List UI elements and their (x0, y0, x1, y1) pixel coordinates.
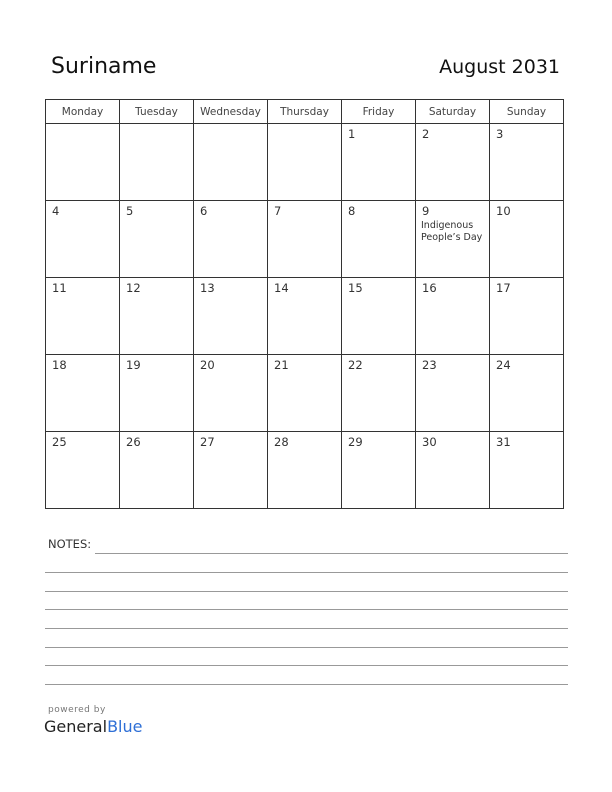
notes-label: NOTES: (48, 537, 92, 551)
day-number: 7 (274, 204, 282, 218)
day-number: 15 (348, 281, 363, 295)
day-number: 16 (422, 281, 437, 295)
day-number: 3 (496, 127, 504, 141)
day-cell (490, 124, 564, 201)
empty-day-cell (46, 124, 120, 201)
day-cell (416, 124, 490, 201)
empty-day-cell (120, 124, 194, 201)
country-title: Suriname (51, 54, 157, 79)
weekday-header-row (46, 100, 564, 124)
weekday-sunday: Sunday (490, 100, 564, 124)
day-cell (46, 201, 120, 278)
day-cell (416, 432, 490, 509)
day-cell (46, 278, 120, 355)
day-cell (46, 355, 120, 432)
day-number: 13 (200, 281, 215, 295)
day-number: 1 (348, 127, 356, 141)
day-number: 21 (274, 358, 289, 372)
week-row (46, 355, 564, 432)
day-number: 28 (274, 435, 289, 449)
day-cell (46, 432, 120, 509)
day-cell (490, 432, 564, 509)
day-cell (342, 201, 416, 278)
day-number: 30 (422, 435, 437, 449)
empty-day-cell (194, 124, 268, 201)
day-cell (342, 355, 416, 432)
day-number: 24 (496, 358, 511, 372)
week-row (46, 124, 564, 201)
day-number: 5 (126, 204, 134, 218)
day-number: 23 (422, 358, 437, 372)
day-cell (120, 355, 194, 432)
day-number: 19 (126, 358, 141, 372)
note-line (45, 591, 568, 592)
day-cell (416, 201, 490, 278)
day-number: 4 (52, 204, 60, 218)
day-cell (194, 201, 268, 278)
logo-blue: Blue (107, 717, 143, 736)
day-cell (268, 278, 342, 355)
day-cell (194, 355, 268, 432)
day-cell (490, 201, 564, 278)
week-row (46, 432, 564, 509)
day-number: 6 (200, 204, 208, 218)
day-number: 22 (348, 358, 363, 372)
day-cell (194, 278, 268, 355)
day-number: 25 (52, 435, 67, 449)
day-cell (268, 355, 342, 432)
day-number: 8 (348, 204, 356, 218)
day-number: 18 (52, 358, 67, 372)
day-number: 26 (126, 435, 141, 449)
weekday-thursday: Thursday (268, 100, 342, 124)
generalblue-logo (44, 717, 142, 736)
day-number: 11 (52, 281, 67, 295)
day-number: 9 (422, 204, 430, 218)
day-number: 12 (126, 281, 141, 295)
day-cell (490, 355, 564, 432)
day-cell (490, 278, 564, 355)
day-cell (268, 201, 342, 278)
day-number: 29 (348, 435, 363, 449)
day-cell (194, 432, 268, 509)
week-row (46, 278, 564, 355)
weekday-tuesday: Tuesday (120, 100, 194, 124)
note-line (45, 647, 568, 648)
month-year-title: August 2031 (439, 56, 560, 78)
week-row (46, 201, 564, 278)
day-cell (416, 355, 490, 432)
day-cell (120, 278, 194, 355)
note-line (45, 665, 568, 666)
day-number: 27 (200, 435, 215, 449)
day-cell (342, 278, 416, 355)
note-line (95, 553, 568, 554)
powered-by-text: powered by (48, 705, 106, 715)
calendar-grid (45, 99, 564, 509)
day-number: 20 (200, 358, 215, 372)
day-number: 31 (496, 435, 511, 449)
day-cell (342, 432, 416, 509)
note-line (45, 609, 568, 610)
day-cell (268, 432, 342, 509)
weekday-saturday: Saturday (416, 100, 490, 124)
day-number: 10 (496, 204, 511, 218)
day-cell (342, 124, 416, 201)
day-cell (120, 201, 194, 278)
weekday-friday: Friday (342, 100, 416, 124)
holiday-label: Indigenous People’s Day (421, 220, 483, 243)
empty-day-cell (268, 124, 342, 201)
day-cell (416, 278, 490, 355)
weekday-wednesday: Wednesday (194, 100, 268, 124)
day-number: 14 (274, 281, 289, 295)
day-number: 17 (496, 281, 511, 295)
note-line (45, 684, 568, 685)
day-number: 2 (422, 127, 430, 141)
note-line (45, 628, 568, 629)
day-cell (120, 432, 194, 509)
weekday-monday: Monday (46, 100, 120, 124)
logo-general: General (44, 717, 108, 736)
note-line (45, 572, 568, 573)
